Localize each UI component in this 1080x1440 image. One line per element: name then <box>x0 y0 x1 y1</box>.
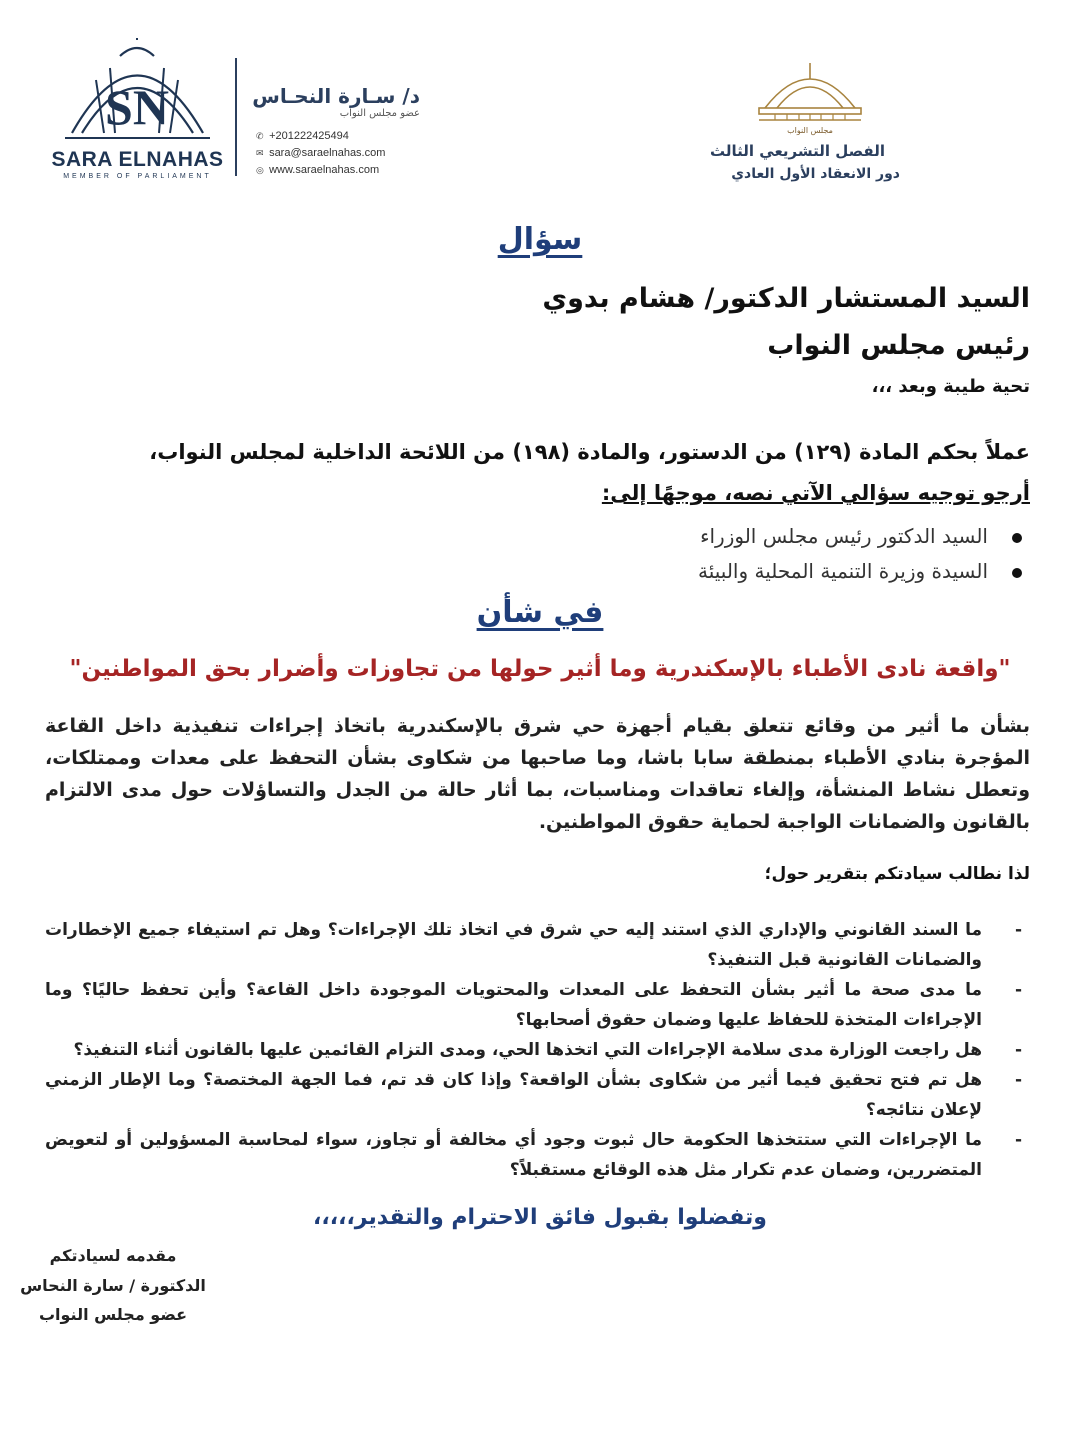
header-divider <box>235 58 237 176</box>
body-paragraph: بشأن ما أثير من وقائع تتعلق بقيام أجهزة حي شرق بالإسكندرية باتخاذ إجراءات تنفيذية داخل القاعة المؤجرة بنادي الأطباء بمنطقة سابا باشا، وما صاحبها من شكاوى بشأن التحفظ على معدات وممتلكات، وتعطل نشاط المنشأة، وإلغاء تعاقدات ومناسبات، بما أثار حالة من الجدل والتساؤلات حول مدى الالتزام بالقانون والضمانات الواجبة لحماية حقوق المواطنين. <box>45 715 1030 833</box>
list-item: - ما الإجراءات التي ستتخذها الحكومة حال ثبوت وجود أي مخالفة أو تجاوز، سواء لمحاسبة المسؤولين أو لتعويض المتضررين، وضمان عدم تكرار مثل هذه الوقائع مستقبلاً؟ <box>45 1130 1022 1180</box>
dome-logo-icon <box>60 38 215 146</box>
greeting: تحية طيبة وبعد ،،، <box>871 376 1030 397</box>
intro-line-2: أرجو توجيه سؤالي الآتي نصه، موجهًا إلى: <box>601 481 1030 505</box>
letterhead <box>0 0 1080 205</box>
email-icon: ✉ <box>256 148 264 158</box>
contact-email: ✉ sara@saraelnahas.com <box>256 147 386 159</box>
recipients-list <box>50 519 1030 589</box>
parliament-dome-icon <box>755 58 865 124</box>
phone-icon: ✆ <box>256 131 264 141</box>
contact-title: عضو مجلس النواب <box>339 108 420 119</box>
request-line: لذا نطالب سيادتكم بتقرير حول؛ <box>764 864 1030 884</box>
contact-phone: ✆ +201222425494 <box>256 130 349 142</box>
sara-elnahas-logo <box>50 38 225 183</box>
questions-list <box>45 915 1030 1185</box>
list-item: - ما مدى صحة ما أثير بشأن التحفظ على المعدات والمحتويات الموجودة داخل القاعة؟ وأين تحفظ حاليًا؟ وما الإجراءات المتخذة للحفاظ عليها وضمان حقوق أصحابها؟ <box>45 980 1022 1030</box>
brand-subtitle: MEMBER OF PARLIAMENT <box>63 173 212 180</box>
brand-name: SARA ELNAHAS <box>51 148 224 171</box>
svg-text:SN: SN <box>105 79 169 135</box>
list-item: السيد الدكتور رئيس مجلس الوزراء <box>50 519 1030 554</box>
list-item: - ما السند القانوني والإداري الذي استند إليه حي شرق في اتخاذ تلك الإجراءات؟ وهل تم استيفاء جميع الإخطارات والضمانات القانونية قبل التنفيذ؟ <box>45 920 1022 970</box>
list-item: - هل راجعت الوزارة مدى سلامة الإجراءات التي اتخذها الحي، ومدى التزام القائمين عليها بالقانون أثناء التنفيذ؟ <box>73 1040 1022 1060</box>
addressee-position: رئيس مجلس النواب <box>767 330 1030 361</box>
signature-line-1: مقدمه لسيادتكم <box>49 1246 177 1265</box>
contact-website: ◎ www.saraelnahas.com <box>256 164 380 176</box>
list-item: - هل تم فتح تحقيق فيما أثير من شكاوى بشأن الواقعة؟ وإذا كان قد تم، فما الجهة المختصة؟ وما الإطار الزمني لإعلان نتائجه؟ <box>45 1070 1022 1120</box>
bullet-icon <box>1012 568 1022 578</box>
addressee-name: السيد المستشار الدكتور/ هشام بدوي <box>542 283 1030 314</box>
seal-caption: مجلس النواب <box>787 126 833 135</box>
closing-line: وتفضلوا بقبول فائق الاحترام والتقدير،،،،، <box>313 1205 767 1230</box>
subject-line: "واقعة نادى الأطباء بالإسكندرية وما أثير حولها من تجاوزات وأضرار بحق المواطنين" <box>69 656 1011 682</box>
list-item: السيدة وزيرة التنمية المحلية والبيئة <box>50 554 1030 589</box>
globe-icon: ◎ <box>256 165 264 175</box>
intro-line-1: عملاً بحكم المادة (١٢٩) من الدستور، والمادة (١٩٨) من اللائحة الداخلية لمجلس النواب، <box>149 440 1030 464</box>
term-line-1: الفصل التشريعي الثالث <box>710 142 885 160</box>
signature-name: الدكتورة / سارة النحاس <box>20 1276 206 1295</box>
bullet-icon <box>1012 533 1022 543</box>
regarding-heading: في شأن <box>476 595 604 630</box>
contact-name: د/ سـارة النحـاس <box>252 84 420 108</box>
document-title: سؤال <box>497 222 583 257</box>
signature-title: عضو مجلس النواب <box>38 1305 188 1324</box>
term-line-2: دور الانعقاد الأول العادي <box>731 166 900 182</box>
parliament-seal <box>710 58 950 188</box>
